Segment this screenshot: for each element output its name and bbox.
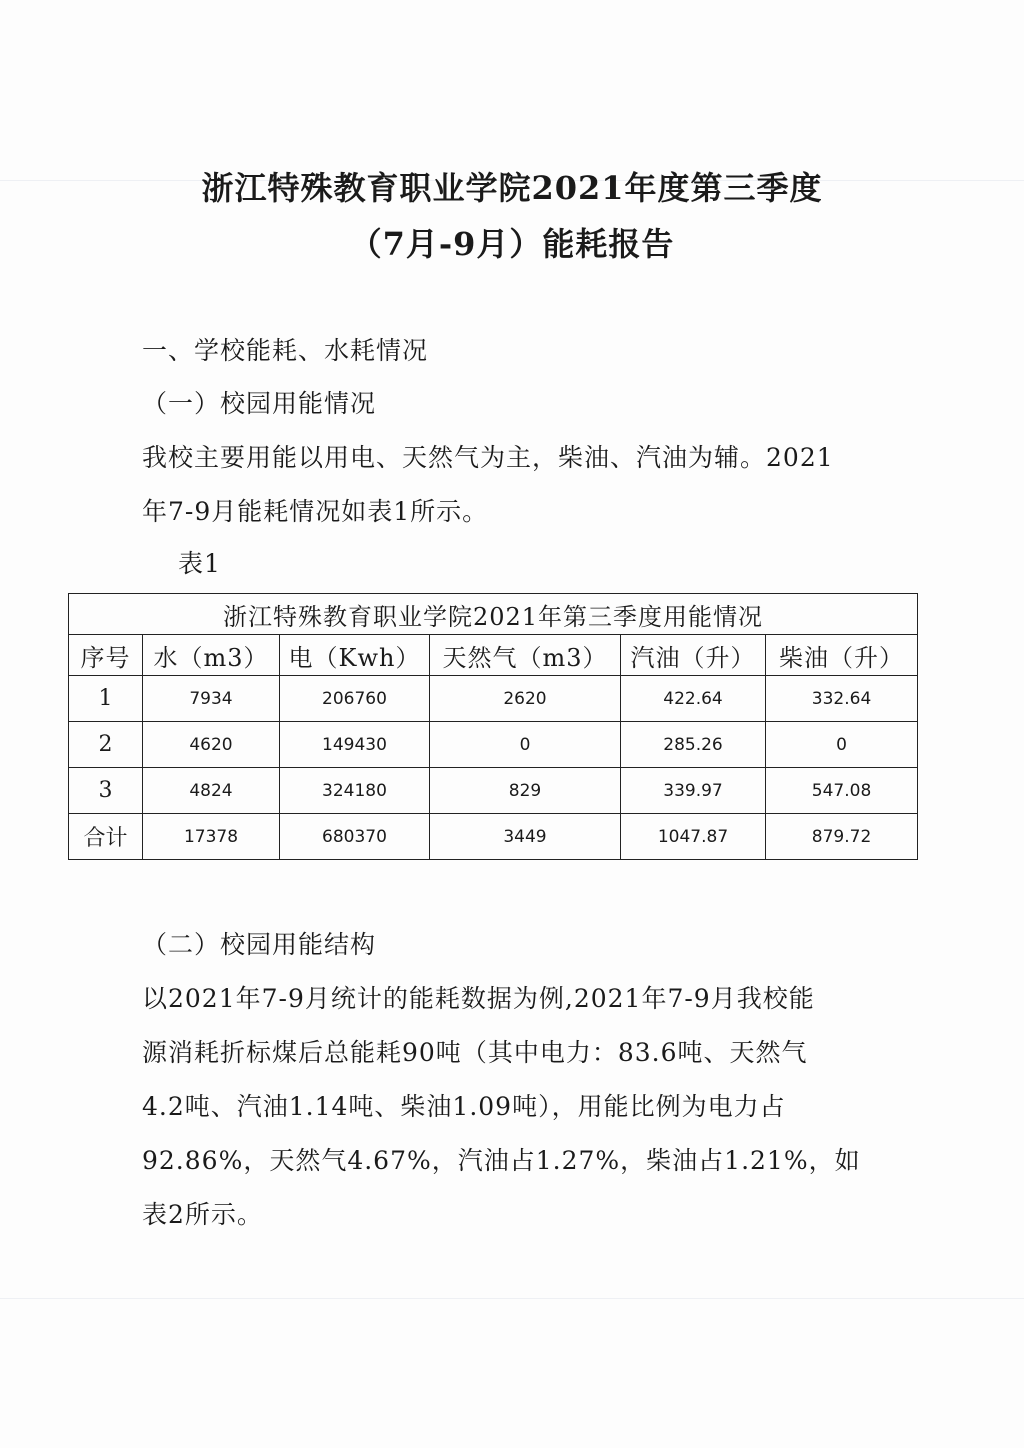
column-header: 汽油（升）	[621, 635, 766, 676]
table-row	[69, 768, 918, 814]
table-cell: 547.08	[766, 768, 918, 814]
table-total-row	[69, 814, 918, 860]
paragraph-line: 表2所示。	[142, 1200, 263, 1229]
paragraph-line: 以2021年7-9月统计的能耗数据为例,2021年7-9月我校能	[142, 984, 815, 1013]
column-header: 天然气（m3）	[430, 635, 621, 676]
table-cell: 2620	[430, 676, 621, 722]
table-cell: 339.97	[621, 768, 766, 814]
table-cell: 332.64	[766, 676, 918, 722]
column-header: 序号	[69, 635, 143, 676]
table-cell: 17378	[143, 814, 280, 860]
paragraph-line: 92.86%，天然气4.67%，汽油占1.27%，柴油占1.21%，如	[142, 1146, 861, 1175]
table-cell: 3	[69, 768, 143, 814]
table-cell: 324180	[280, 768, 430, 814]
scan-artifact-line	[0, 1298, 1024, 1299]
table-cell: 149430	[280, 722, 430, 768]
energy-table	[68, 593, 918, 860]
table-cell: 4824	[143, 768, 280, 814]
column-header: 电（Kwh）	[280, 635, 430, 676]
paragraph-line: 我校主要用能以用电、天然气为主，柴油、汽油为辅。2021	[142, 443, 834, 472]
table-cell: 285.26	[621, 722, 766, 768]
table-caption: 浙江特殊教育职业学院2021年第三季度用能情况	[69, 594, 918, 635]
column-header: 水（m3）	[143, 635, 280, 676]
table-label: 表1	[178, 549, 221, 578]
document-title-line-2: （7月-9月）能耗报告	[349, 225, 675, 263]
paragraph-line: 源消耗折标煤后总能耗90吨（其中电力：83.6吨、天然气	[142, 1038, 808, 1067]
table-cell: 206760	[280, 676, 430, 722]
subsection-heading: （一）校园用能情况	[142, 389, 377, 418]
table-cell: 2	[69, 722, 143, 768]
table-cell: 879.72	[766, 814, 918, 860]
table-cell: 680370	[280, 814, 430, 860]
table-cell: 3449	[430, 814, 621, 860]
section-heading: 一、学校能耗、水耗情况	[142, 336, 429, 365]
table-cell: 1047.87	[621, 814, 766, 860]
paragraph-line: 4.2吨、汽油1.14吨、柴油1.09吨），用能比例为电力占	[142, 1092, 786, 1121]
table-cell: 0	[766, 722, 918, 768]
subsection-heading: （二）校园用能结构	[142, 930, 377, 959]
table-cell: 合计	[69, 814, 143, 860]
document-title-line-1: 浙江特殊教育职业学院2021年度第三季度	[201, 169, 823, 207]
table-row	[69, 676, 918, 722]
column-header: 柴油（升）	[766, 635, 918, 676]
table-cell: 4620	[143, 722, 280, 768]
table-cell: 422.64	[621, 676, 766, 722]
table-cell: 1	[69, 676, 143, 722]
table-cell: 0	[430, 722, 621, 768]
paragraph-line: 年7-9月能耗情况如表1所示。	[142, 497, 489, 526]
table-cell: 829	[430, 768, 621, 814]
table-cell: 7934	[143, 676, 280, 722]
table-row	[69, 722, 918, 768]
